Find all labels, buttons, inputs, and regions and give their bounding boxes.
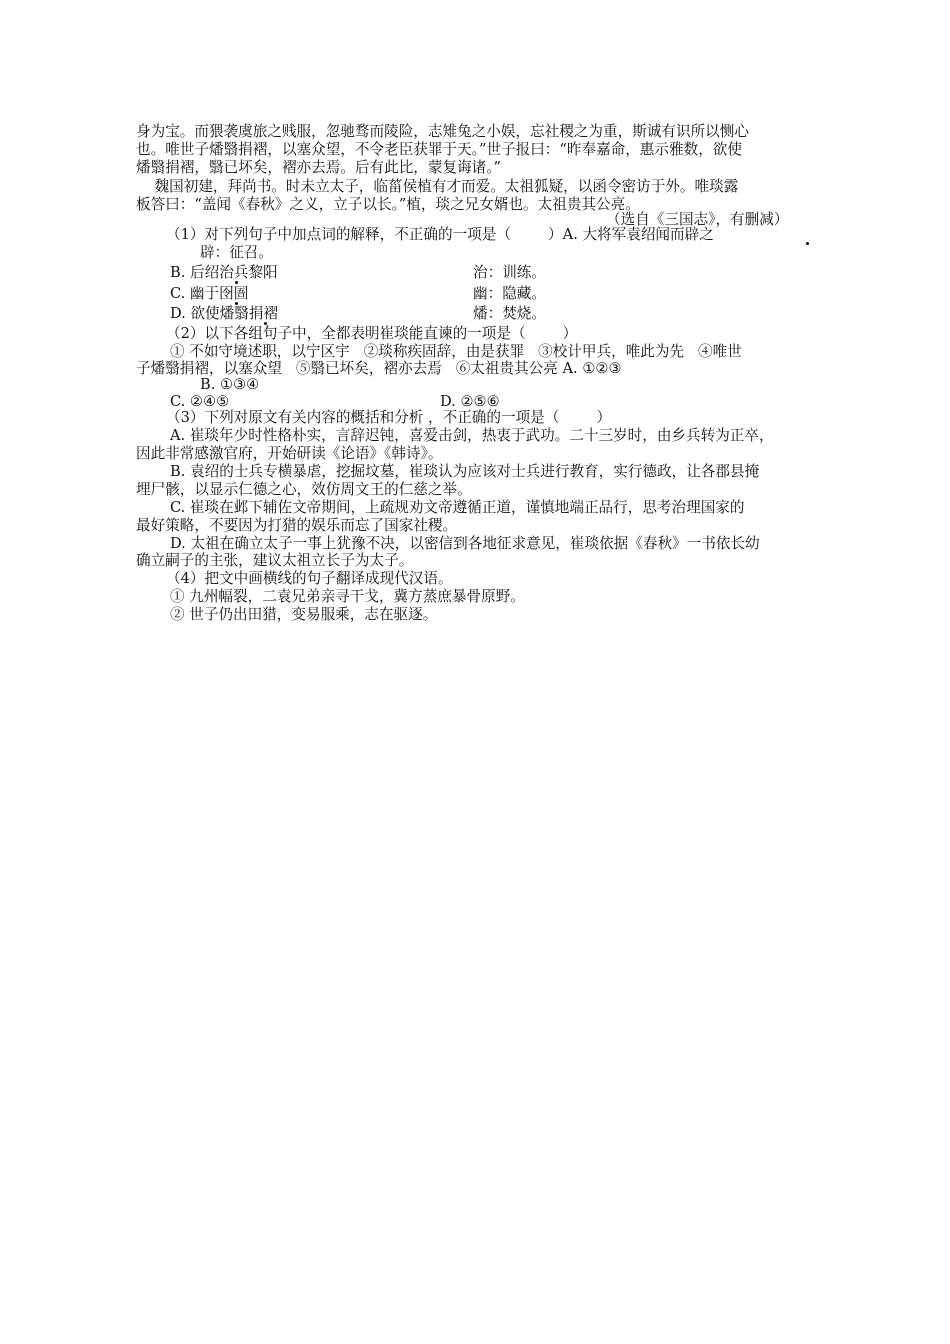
question-2-option-d: D. ②⑤⑥ [440, 393, 500, 410]
question-3-stem: （3）下列对原文有关内容的概括和分析 ，不正确的一项是（ ） [166, 409, 612, 426]
question-1-option-d: D. 欲使燔翳捐褶 [170, 305, 279, 322]
question-1-stem: （1）对下列句子中加点词的解释，不正确的一项是（ ）A. 大将军袁绍闻而辟之 [166, 226, 714, 243]
question-2-line: ① 不如守境述职，以宁区宇 ②琰称疾固辞，由是获罪 ③校计甲兵，唯此为先 ④唯世 [170, 343, 742, 360]
question-3-option-d: D. 太祖在确立太子一事上犹豫不决，以密信到各地征求意见，崔琰依据《春秋》一书依长幼 [170, 535, 760, 552]
question-3-option-a: A. 崔琰年少时性格朴实，言辞迟钝，喜爱击剑，热衷于武功。二十三岁时，由乡兵转为正卒， [170, 427, 774, 444]
question-2-stem: （2）以下各组句子中，全都表明崔琰能直谏的一项是（ ） [166, 325, 578, 342]
question-1-option-b-gloss: 治：训练。 [473, 264, 546, 281]
question-1-option-d-gloss: 燔：焚烧。 [473, 305, 546, 322]
passage-line: 身为宝。而猥袭虞旅之贱服，忽驰骛而陵险，志雉兔之小娱，忘社稷之为重，斯诚有识所以恻心 [136, 123, 749, 140]
emphasis-dot [806, 242, 809, 245]
passage-line: 魏国初建，拜尚书。时未立太子，临菑侯植有才而爱。太祖狐疑，以函令密访于外。唯琰露 [136, 178, 739, 195]
emphasis-dot [235, 281, 238, 284]
question-1-option-b: B. 后绍治兵黎阳 [170, 264, 278, 281]
question-4-sentence: ① 九州幅裂，二袁兄弟亲寻干戈，冀方蒸庶暴骨原野。 [170, 588, 525, 605]
question-3-option-c-cont: 最好策略，不要因为打猎的娱乐而忘了国家社稷。 [136, 517, 458, 534]
question-1-option-a-gloss: 辟：征召。 [200, 244, 273, 261]
question-3-option-b-cont: 埋尸骸，以显示仁德之心，效仿周文王的仁慈之举。 [136, 481, 472, 498]
question-2-option-b: B. ①③④ [200, 376, 260, 393]
question-1-option-c: C. 幽于囹圄 [170, 285, 249, 302]
passage-line: 也。唯世子燔翳捐褶，以塞众望，不令老臣获罪于天。”世子报曰：“昨奉嘉命，惠示雅数，欲使 [136, 141, 742, 158]
question-4-stem: （4）把文中画横线的句子翻译成现代汉语。 [166, 570, 453, 587]
question-3-option-b: B. 袁绍的士兵专横暴虐，挖掘坟墓，崔琰认为应该对士兵进行教育，实行德政，让各郡县掩 [170, 463, 760, 480]
question-3-option-a-cont: 因此非常感激官府，开始研读《论语》《韩诗》。 [136, 445, 443, 462]
passage-line: 燔翳捐褶，翳已坏矣，褶亦去焉。后有此比，蒙复诲诸。” [136, 159, 502, 176]
question-2-line: 子燔翳捐褶，以塞众望 ⑤翳已坏矣，褶亦去焉 ⑥太祖贵其公亮 A. ①②③ [136, 360, 622, 377]
question-2-option-c: C. ②④⑤ [170, 393, 230, 410]
passage-source: （选自《三国志》，有删减） [606, 211, 789, 228]
question-4-sentence: ② 世子仍出田猎，变易服乘，志在驱逐。 [170, 606, 438, 623]
passage-line: 板答曰：“盖闻《春秋》之义，立子以长。”植，琰之兄女婿也。太祖贵其公亮。 [136, 196, 640, 213]
question-3-option-d-cont: 确立嗣子的主张，建议太祖立长子为太子。 [136, 552, 414, 569]
question-1-option-c-gloss: 幽：隐藏。 [473, 285, 546, 302]
question-3-option-c: C. 崔琰在邺下辅佐文帝期间，上疏规劝文帝遵循正道，谨慎地端正品行，思考治理国家的 [170, 499, 745, 516]
